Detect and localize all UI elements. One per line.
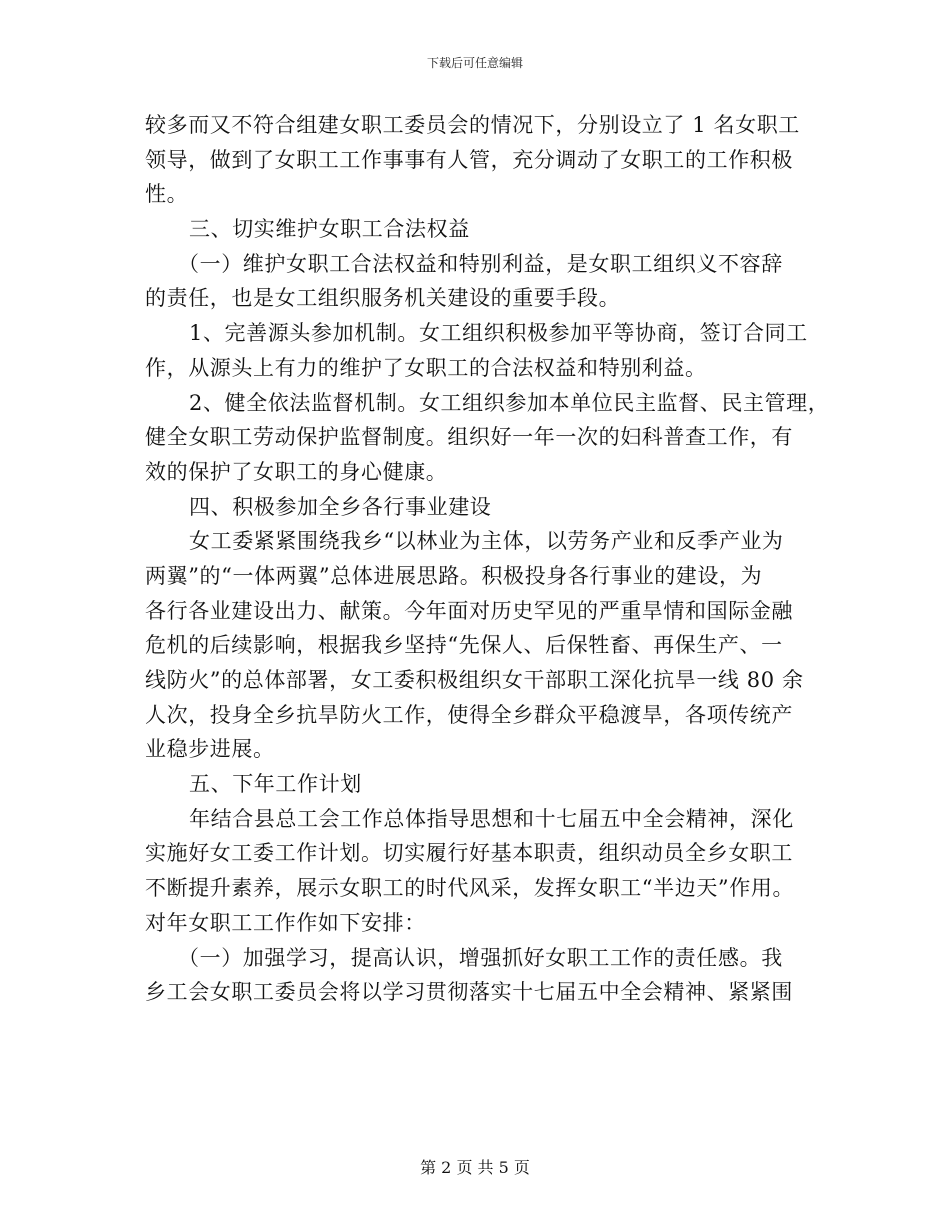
text-line: 两翼”的“一体两翼”总体进展思路。积极投身各行事业的建设，为 <box>145 563 763 588</box>
text-line: 1、完善源头参加机制。女工组织积极参加平等协商，签订合同工 <box>189 321 808 346</box>
text-line: 不断提升素养，展示女职工的时代风采，发挥女职工“半边天”作用。 <box>145 876 795 901</box>
text-line: 人次，投身全乡抗旱防火工作，使得全乡群众平稳渡旱，各项传统产 <box>145 702 793 727</box>
text-line: 性。 <box>145 182 189 207</box>
text-line: 各行各业建设出力、献策。今年面对历史罕见的严重旱情和国际金融 <box>145 598 793 623</box>
text-line: 年结合县总工会工作总体指导思想和十七届五中全会精神，深化 <box>189 806 794 831</box>
text-line: 较多而又不符合组建女职工委员会的情况下，分别设立了 1 名女职工 <box>145 113 800 137</box>
text-line: 女工委紧紧围绕我乡“以林业为主体，以劳务产业和反季产业为 <box>189 529 784 554</box>
text-line: （一）加强学习，提高认识，增强抓好女职工工作的责任感。我 <box>178 945 783 970</box>
text-line: 作，从源头上有力的维护了女职工的合法权益和特别利益。 <box>145 355 707 380</box>
page-header: 下载后可任意编辑 <box>426 56 523 70</box>
text-line: 效的保护了女职工的身心健康。 <box>145 459 448 484</box>
text-line: 领导，做到了女职工工作事事有人管，充分调动了女职工的工作积极 <box>145 147 793 172</box>
text-line: 的责任，也是女工组织服务机关建设的重要手段。 <box>145 286 621 311</box>
text-line: 线防火”的总体部署，女工委积极组织女干部职工深化抗旱一线 80 余 <box>145 668 804 692</box>
text-line: 实施好女工委工作计划。切实履行好基本职责，组织动员全乡女职工 <box>145 841 793 866</box>
document-body <box>145 108 830 1010</box>
text-line: 乡工会女职工委员会将以学习贯彻落实十七届五中全会精神、紧紧围 <box>145 980 793 1005</box>
text-line: 业稳步进展。 <box>145 737 275 762</box>
text-line: （一）维护女职工合法权益和特别利益，是女职工组织义不容辞 <box>178 251 783 276</box>
text-line: 四、积极参加全乡各行事业建设 <box>189 494 492 519</box>
text-line: 对年女职工工作作如下安排： <box>145 910 426 935</box>
text-line: 三、切实维护女职工合法权益 <box>189 217 470 242</box>
page-footer: 第 2 页 共 5 页 <box>420 1158 530 1177</box>
text-line: 2、健全依法监督机制。女工组织参加本单位民主监督、民主管理， <box>189 390 830 415</box>
text-line: 五、下年工作计划 <box>189 772 362 797</box>
text-line: 危机的后续影响，根据我乡坚持“先保人、后保牲畜、再保生产、一 <box>145 633 783 658</box>
text-line: 健全女职工劳动保护监督制度。组织好一年一次的妇科普查工作，有 <box>145 425 793 450</box>
